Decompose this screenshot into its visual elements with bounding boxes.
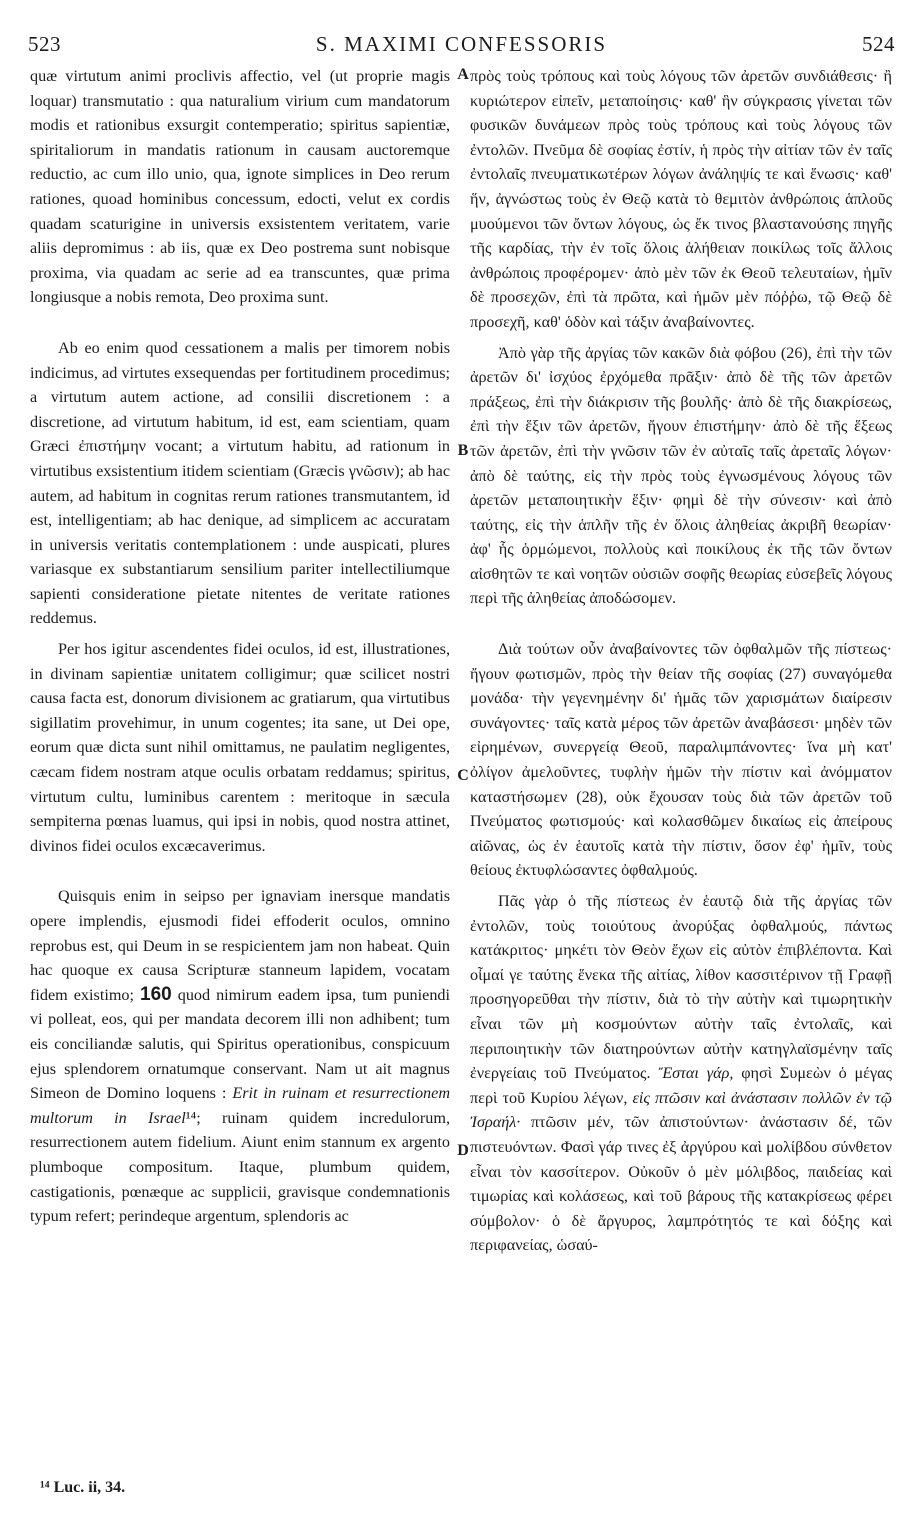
page-number-left: 523 xyxy=(28,32,61,56)
page-header xyxy=(28,32,895,60)
margin-marker-b: B xyxy=(457,442,469,459)
latin-paragraph-4 xyxy=(30,884,450,1228)
page-number-right: 524 xyxy=(862,32,895,56)
greek-p4-part-b: φησὶ Συμεὼν ὁ μέγας περὶ τοῦ Κυρίου λέγων, xyxy=(470,1064,892,1107)
greek-paragraph-3: Διὰ τούτων οὖν ἀναβαίνοντες τῶν ὀφθαλμῶν τῆς πίστεως· ἤγουν φωτισμῶν, πρὸς τὴν θείαν τῆς σοφίας (27) συναγόμεθα μονάδα· τὴν γεγενημένην δι' ἡμᾶς τῶν χαρισμάτων διαίρεσιν συνάγοντες· ταῖς κατὰ μέρος τῶν ἀρετῶν ἀναβάσεσι· μηδὲν τῶν εἰρημένων, συνεργείᾳ Θεοῦ, παραλιμπάνοντες· ἵνα μὴ κατ' ὀλίγον ἀμελοῦντες, τυφλὴν ἡμῶν τὴν πίστιν καὶ ἀνόμματον καταστήσωμεν (28), οὐκ ἔχουσαν τοὺς διὰ τῶν ἀρετῶν τοῦ Πνεύματος φωτισμούς· καὶ κολασθῶμεν δικαίως εἰς ἀπείρους αἰῶνας, ὡς ἐν ἑαυτοῖς κατὰ τὴν πίστιν, ὅσον ἐφ' ἡμῖν, τοὺς θείους ἐκτυφλώσαντες ὀφθαλμούς. xyxy=(470,640,892,880)
greek-p4-part-c: πτῶσιν μέν, τῶν ἀπιστούντων· ἀνάστασιν δέ, τῶν πιστευόντων. Φασὶ γάρ τινες ἐξ ἀργύρου καὶ μολίβδου σύνθετον εἶναι τὸν κασσίτερον. Οὐκοῦν ὁ μὲν μόλιβδος, παιδείας καὶ τιμωρίας καὶ κολάσεως, καὶ τοῦ βάρους τῆς κατακρίσεως φέρει σύμβολον· ὁ δὲ ἄργυρος, λαμπρότητός τε καὶ δόξης καὶ περιφανείας, ὡσαύ- xyxy=(470,1113,893,1255)
greek-column xyxy=(470,64,892,1258)
greek-paragraph-1: πρὸς τοὺς τρόπους καὶ τοὺς λόγους τῶν ἀρετῶν συνδιάθεσις· ἢ κυριώτερον εἰπεῖν, μεταποίησις· καθ' ἣν σύγκρασις γίνεται τῶν φυσικῶν δυνάμεων πρὸς τοὺς τρόπους καὶ τοὺς λόγους τῶν ἐντολῶν. Πνεῦμα δὲ σοφίας ἐστίν, ἡ πρὸς τὴν αἰτίαν τῶν ἐν ταῖς ἐντολαῖς πνευματικωτέρων λόγων ἀνάληψίς τε καὶ ἕνωσις· καθ' ἥν, ἀγνώστως τοὺς ἐν Θεῷ κατὰ τὸ θεμιτὸν ἀνθρώποις ἁπλοῦς μυούμενοι τῶν ὄντων λόγους, ὡς ἔκ τινος βλαστανούσης πηγῆς τῆς καρδίας, τὴν ἐν τοῖς ὅλοις ἀλήθειαν ποικίλως τοῖς ἄλλοις ἀνθρώποις προφέρομεν· ἀπὸ μὲν τῶν ἐκ Θεοῦ τελευταίων, ἡμῖν δὲ προσεχῶν, ἐπὶ τὰ πρῶτα, καὶ ἡμῶν μὲν πόῤῥω, τῷ Θεῷ δὲ προσεχῆ, καθ' ὁδὸν καὶ τάξιν ἀναβαίνοντες. xyxy=(470,67,892,331)
greek-scripture-quote-2: εἰς πτῶσιν καὶ ἀνάστασιν πολλῶν ἐν τῷ Ἰσραήλ· xyxy=(470,1088,893,1132)
latin-p4-part-b: quod nimirum eadem ipsa, tum puniendi vi polleat, eos, qui per mandata decorem illi non adhibent; tum eis conciliandæ salutis, qui Spiritus operationibus, conspicuum ejus splendorem ornatumque conservant. Nam ut ait magnus Simeon de Domino loquens : xyxy=(30,985,451,1103)
margin-marker-c: C xyxy=(457,767,469,784)
latin-paragraph-2: Ab eo enim quod cessationem a malis per timorem nobis indicimus, ad virtutes exsequendas per fortitudinem procedimus; a virtutum autem actione, ad consilii discretionem : a discretione, ad virtutum habitum, id est, eam scientiam, quam Græci ἐπιστήμην vocant; a virtutum habitu, ad rationum in virtutibus exsistentium itidem scientiam (Græcis γνῶσιν); ab hac autem, ad habitum in cognitas rerum rationes transmutantem, id est, intelligentiam; ab hac denique, ad simplicem ac accuratam in universis veritatis contemplationem : unde auspicati, plures variasque ex substantiarum sensilium pariter intellectiliumque sapienti consideratione pietate nitentes de veritate rationes reddemus. xyxy=(30,338,451,628)
latin-column xyxy=(30,64,450,1229)
greek-paragraph-4 xyxy=(470,889,892,1258)
margin-marker-a: A xyxy=(457,66,469,83)
footnote: ¹⁴ Luc. ii, 34. xyxy=(40,1479,126,1496)
latin-paragraph-3: Per hos igitur ascendentes fidei oculos, id est, illustrationes, in divinam sapientiæ unitatem colligimur; quæ scilicet nostri causa facta est, donorum divisionem ac gratiarum, qua virtutibus sigillatim provehimur, in unum cogentes; ita sane, ut Dei ope, eorum quæ dicta sunt nihil omittamus, ne paulatim negligentes, cæcam fidem nostram atque oculis orbatam reddamus; spiritus, virtutum cultu, luminibus carentem : meritoque in sæcula sempiterna pœnas luamus, qui ipsi in nobis, quod nostra attinet, divinos fidei oculos excæcaverimus. xyxy=(30,640,450,855)
greek-p4-part-a: Πᾶς γὰρ ὁ τῆς πίστεως ἐν ἑαυτῷ διὰ τῆς ἀργίας τῶν ἐντολῶν, τοὺς τοιούτους ἀνορύξας ὀφθαλμούς, πάντως κατάκριτος· μηκέτι τὸν Θεὸν ἔχων εἰς αὐτὸν ἐπιβλέποντα. Καὶ οἶμαί γε ταύτης ἕνεκα τῆς αἰτίας, λίθον κασσιτέρινον τῇ Γραφῇ προσηγορεῦθαι τὴν πίστιν, διὰ τὸ τὴν αὐτὴν καὶ τιμωρητικὴν εἶναι τῶν μὴ κοσμούντων αὐτὴν ταῖς ἐντολαῖς, καὶ περιποιητικὴν τῶν διατηρούντων αὐτὴν κατηγλαϊσμένην ταῖς ἐνεργείαις τοῦ Πνεύματος. xyxy=(470,892,892,1083)
latin-p4-part-a: Quisquis enim in seipso per ignaviam inersque mandatis opere implendis, ejusmodi fidei effoderit oculos, omnino reprobus est, qui Deum in se respicientem jam non habeat. Quin hac quoque ex causa Scripturæ stanneum lapidem, vocatam fidem existimo; xyxy=(30,887,450,1004)
greek-paragraph-2: Ἀπὸ γὰρ τῆς ἀργίας τῶν κακῶν διὰ φόβου (26), ἐπὶ τὴν τῶν ἀρετῶν δι' ἰσχύος ἐρχόμεθα πρᾶξιν· ἀπὸ δὲ τῆς τῶν ἀρετῶν πράξεως, ἐπὶ τὴν διάκρισιν τῆς βουλῆς· ἀπὸ δὲ τῆς διακρίσεως, ἐπὶ τὴν ἕξιν τῶν ἀρετῶν, ἤγουν ἐπιστήμην· ἀπὸ δὲ τῆς ἕξεως τῶν ἀρετῶν, ἐπὶ τὴν γνῶσιν τῶν ἐν αὐταῖς ταῖς ἀρεταῖς λόγων· ἀπὸ δὲ ταύτης, εἰς τὴν πρὸς τοὺς ἐγνωσμένους λόγους τῶν ἀρετῶν μεταποιητικὴν ἕξιν· φημὶ δὲ τὴν σύνεσιν· καὶ ἀπὸ ταύτης, εἰς τὴν ἁπλῆν τῆς ἐν ὅλοις ἀληθείας ἀκριβῆ θεωρίαν· ἀφ' ἧς ὁρμώμενοι, πολλοὺς καὶ ποικίλους ἐκ τῆς τῶν ὄντων αἰσθητῶν τε καὶ νοητῶν οὐσιῶν σοφῆς θεωρίας εὐσεβεῖς λόγους περὶ τῆς ἀληθείας ἀποδώσομεν. xyxy=(470,343,892,608)
margin-marker-d: D xyxy=(457,1142,469,1159)
footnote-ref: ¹⁴ xyxy=(185,1108,197,1127)
latin-p4-part-c: ; ruinam quidem incredulorum, resurrectionem autem fidelium. Aiunt enim stannum ex argento plumboque compositum. Itaque, plumbum quidem, castigationis, pœnæque ac supplicii, gravisque condemnationis typum refert; perindeque argentum, splendoris ac xyxy=(30,1108,451,1226)
running-title: S. MAXIMI CONFESSORIS xyxy=(315,32,608,56)
latin-paragraph-1: quæ virtutum animi proclivis affectio, vel (ut proprie magis loquar) transmutatio : qua naturalium virium cum mandatorum modis et rationibus exsurgit contemperatio; spiritus sapientiæ, spiritaliorum in mandatis rationum in causam auctoremque reductio, ac cum illo unio, qua, ignote simplices in Deo rerum rationes, quoad hominibus concessum, edocti, velut ex cordis quadam scaturigine in universis exsistentem veritatem, varie aliis depromimus : ab iis, quæ ex Deo postrema sunt nobisque proxima, via quadam ac serie ad ea transcuntes, quæ prima longiusque a nobis remota, Deo proxima sunt. xyxy=(30,67,450,307)
greek-scripture-quote-1: Ἔσται γάρ, xyxy=(658,1064,734,1083)
latin-scripture-quote: Erit in ruinam et resurrectionem multorum in Israel xyxy=(30,1084,451,1127)
column-number-160: 160 xyxy=(140,983,172,1005)
